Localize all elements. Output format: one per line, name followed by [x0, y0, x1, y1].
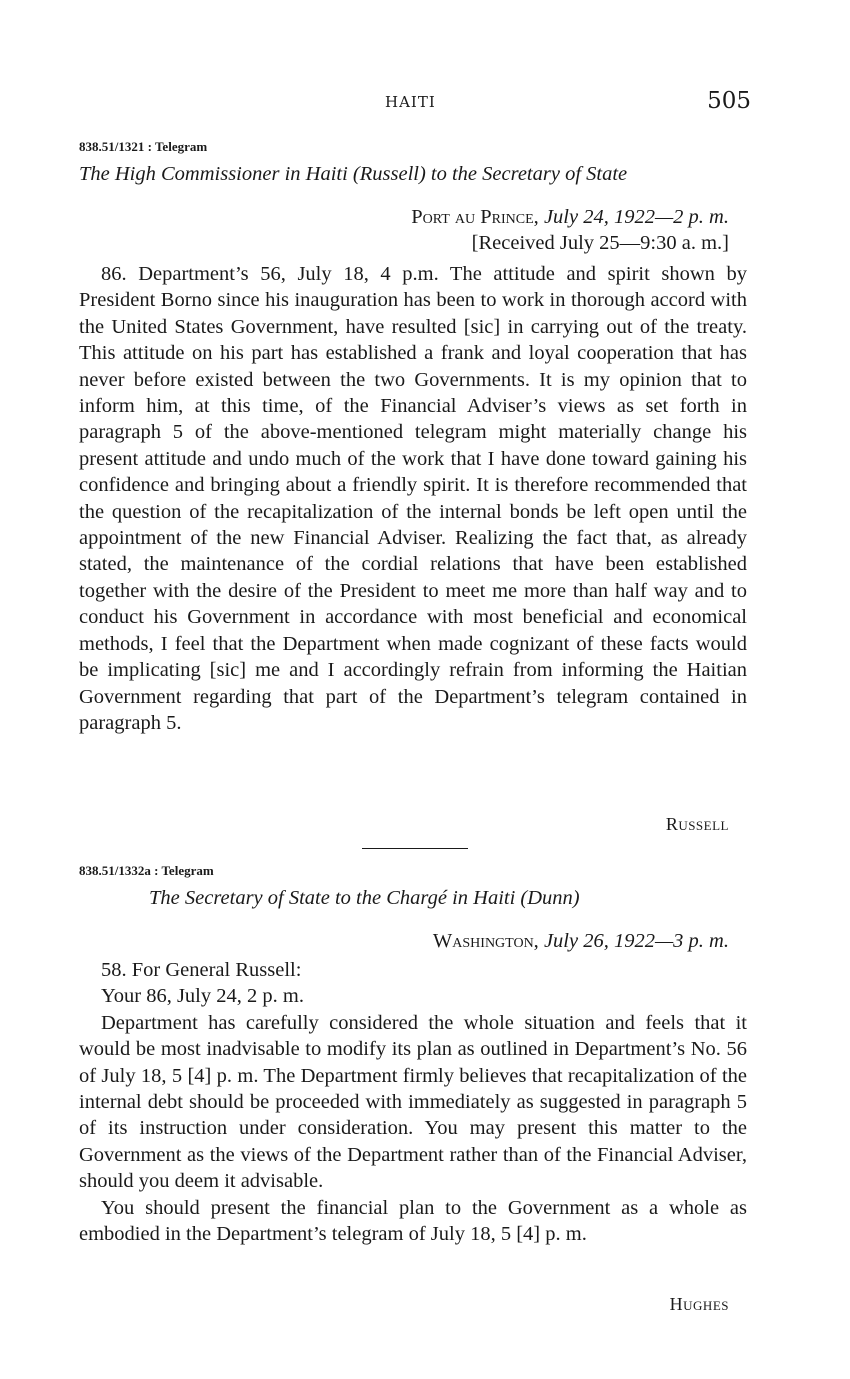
running-title: HAITI: [385, 93, 436, 111]
paragraph: 86. Department’s 56, July 18, 4 p.m. The attitude and spirit shown by President Borno since his inauguration has been to work in thorough accord with the United States Government, have resulted [sic] in carrying out of the treaty. This attitude on his part has established a frank and loyal cooperation that has never before existed between the two Governments. It is my opinion that to inform him, at this time, of the Financial Adviser’s views as set forth in paragraph 5 of the above-mentioned telegram might materially change his present attitude and undo much of the work that I have done toward gaining his confidence and bringing about a friendly spirit. It is therefore recommended that the question of the recapitalization of the internal bonds be left open until the appointment of the new Financial Adviser. Realizing the fact that, as already stated, the maintenance of the cordial relations that have been established together with the desire of the President to meet me more than half way and to conduct his Government in accordance with most beneficial and economical methods, I feel that the Department when made cognizant of these facts would be implicating [sic] me and I accordingly refrain from informing the Haitian Government regarding that part of the Department’s telegram contained in paragraph 5.: [79, 263, 747, 734]
document-title-1: The High Commissioner in Haiti (Russell) to the Secretary of State: [79, 163, 628, 185]
document-page: [79, 0, 751, 1379]
dateline-date-1: July 24, 1922—2 p. m.: [543, 206, 729, 228]
dateline-2: [433, 930, 729, 953]
signature-2: Hughes: [669, 1294, 729, 1314]
paragraph: Your 86, July 24, 2 p. m.: [101, 985, 304, 1008]
file-reference-1: 838.51/1321 : Telegram: [79, 139, 208, 154]
paragraph: You should present the financial plan to the Government as a whole as embodied in the Department’s telegram of July 18, 5 [4] p. m.: [79, 1196, 747, 1246]
paragraph: Department has carefully considered the whole situation and feels that it would be most inadvisable to modify its plan as outlined in Department’s No. 56 of July 18, 5 [4] p. m. The Department firmly believes that recapitalization of the internal debt should be proceeded with immediately as suggested in paragraph 5 of its instruction under consideration. You may present this matter to the Government as the views of the Department rather than of the Financial Adviser, should you deem it advisable.: [79, 1011, 747, 1193]
received-line-1: [Received July 25—9:30 a. m.]: [471, 232, 729, 254]
page-number: 505: [707, 88, 751, 114]
dateline-place-2: Washington,: [432, 930, 539, 952]
dateline-1: [411, 206, 729, 229]
dateline-place-1: Port au Prince,: [411, 206, 539, 228]
signature-1: Russell: [665, 814, 729, 834]
section-divider: [362, 848, 468, 849]
telegram-body-2: [79, 957, 747, 1247]
file-reference-2: 838.51/1332a : Telegram: [79, 863, 214, 878]
telegram-body-1: [79, 261, 747, 736]
document-title-2: The Secretary of State to the Chargé in Haiti (Dunn): [149, 887, 580, 909]
running-head: [79, 88, 751, 118]
dateline-date-2: July 26, 1922—3 p. m.: [543, 930, 729, 952]
paragraph: 58. For General Russell:: [101, 959, 302, 981]
